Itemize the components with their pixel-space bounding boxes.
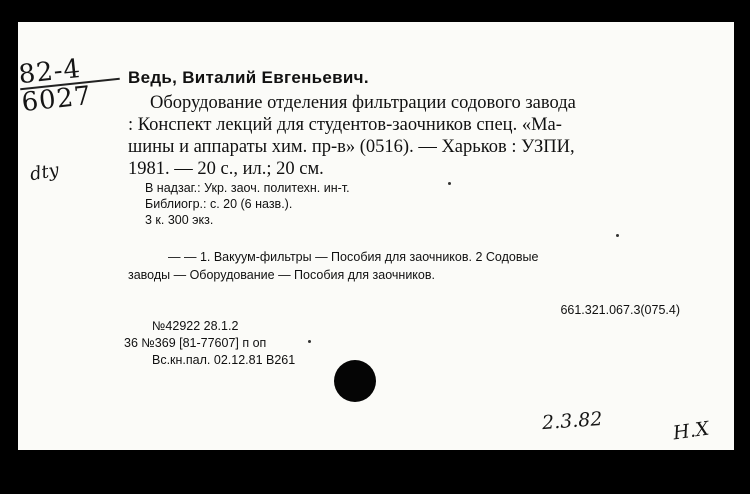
title-line: шины и аппараты хим. пр-в» (0516). — Харьков : УЗПИ,	[128, 137, 575, 157]
speck	[616, 234, 619, 237]
accession-line: 36 №369 [81-77607] п оп	[124, 336, 267, 350]
note-line: Библиогр.: с. 20 (6 назв.).	[145, 197, 293, 211]
accession-line: №42922 28.1.2	[152, 319, 239, 333]
bibliographic-notes	[145, 180, 350, 228]
speck	[308, 340, 311, 343]
handwritten-date: 2.3.82	[541, 407, 604, 435]
call-number-top: 82-4	[17, 53, 83, 91]
handwritten-corner-mark: Н.Х	[671, 417, 711, 445]
handwritten-call-number	[17, 53, 123, 119]
title-line: Оборудование отделения фильтрации содового завода	[150, 93, 576, 113]
title-line: 1981. — 20 с., ил.; 20 см.	[128, 159, 324, 179]
catalog-card	[18, 22, 734, 450]
udc-classification: 661.321.067.3(075.4)	[560, 303, 680, 317]
title-line: : Конспект лекций для студентов-заочников спец. «Ма-	[128, 115, 562, 135]
subject-line: заводы — Оборудование — Пособия для заочников.	[128, 268, 435, 282]
speck	[448, 182, 451, 185]
call-number-bottom: 6027	[20, 80, 94, 119]
title-description	[128, 92, 698, 180]
note-line: В надзаг.: Укр. заоч. политехн. ин-т.	[145, 181, 350, 195]
handwritten-margin-mark: dty	[28, 159, 61, 186]
author-heading: Ведь, Виталий Евгеньевич.	[128, 68, 369, 87]
accession-line: Вс.кн.пал. 02.12.81 В261	[152, 353, 296, 367]
subject-headings	[128, 248, 698, 284]
subject-line: — — 1. Вакуум-фильтры — Пособия для заочников. 2 Содовые	[168, 250, 539, 264]
accession-info	[124, 318, 295, 369]
note-line: 3 к. 300 экз.	[145, 213, 214, 227]
punch-hole	[334, 360, 376, 402]
